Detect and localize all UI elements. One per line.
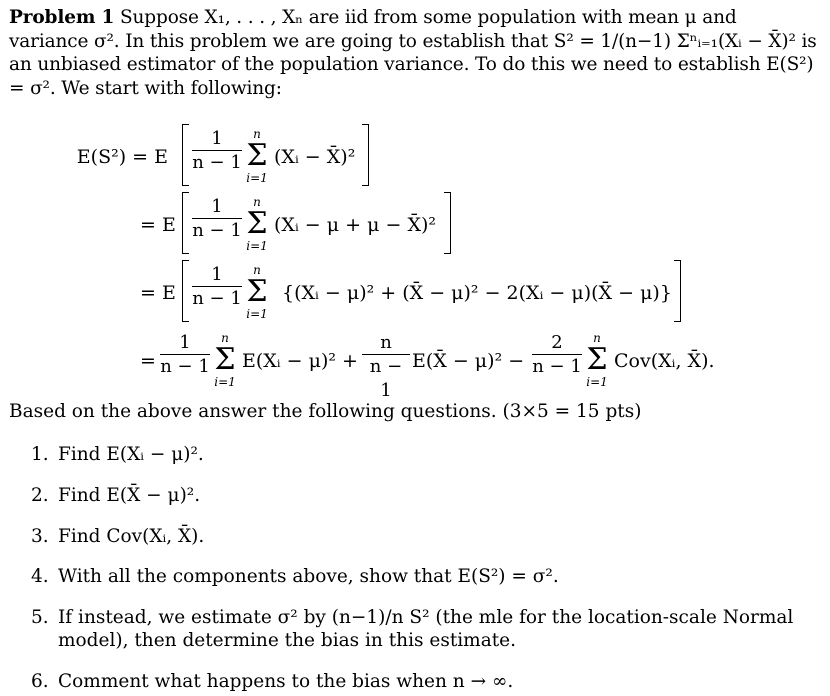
- frac-numerator: 1: [211, 128, 223, 149]
- question-number: 3.: [31, 526, 49, 547]
- derivation-line-4: [0, 331, 830, 401]
- question-text: With all the components above, show that E(S²) = σ².: [58, 566, 559, 587]
- fraction: [362, 332, 410, 401]
- question-item: [31, 525, 811, 548]
- sum-upper: n: [253, 263, 261, 277]
- sum-operator: [242, 196, 272, 252]
- sum-lower: i=1: [586, 375, 608, 389]
- derivation-line-2: [0, 196, 830, 262]
- sigma-symbol: Σ: [246, 206, 268, 241]
- summand: (Xᵢ − X̄)²: [274, 146, 356, 168]
- equals-sign: =: [140, 214, 156, 236]
- question-item: [31, 484, 811, 507]
- sigma-symbol: Σ: [586, 342, 608, 377]
- question-item: [31, 606, 811, 652]
- right-bracket: [674, 260, 681, 322]
- sum-operator: [242, 128, 272, 184]
- right-bracket: [444, 192, 451, 254]
- problem-label: Problem 1: [9, 7, 115, 28]
- sum-operator: [242, 264, 272, 320]
- sigma-symbol: Σ: [246, 138, 268, 173]
- frac-numerator: n: [380, 332, 392, 353]
- question-text: Find E(Xᵢ − μ)².: [58, 444, 204, 465]
- problem-text: Suppose X₁, . . . , Xₙ are iid from some population with mean μ and variance σ². In this problem we are going to establish that S² = 1/(n−1) Σⁿᵢ₌₁(Xᵢ − X̄)² is an unbiased estimator of the population variance. To do this we need to establish E(S²) = σ². We start with following:: [9, 7, 817, 99]
- equals-sign: =: [140, 282, 156, 304]
- sigma-symbol: Σ: [214, 342, 236, 377]
- instructions-text: Based on the above answer the following questions. (3×5 = 15 pts): [9, 401, 642, 422]
- sum-lower: i=1: [246, 307, 268, 321]
- fraction: [160, 332, 210, 377]
- question-text: Find Cov(Xᵢ, X̄).: [58, 526, 205, 547]
- sum-upper: n: [253, 195, 261, 209]
- sigma-symbol: Σ: [246, 274, 268, 309]
- sum-upper: n: [593, 331, 601, 345]
- frac-denominator: n − 1: [192, 152, 242, 173]
- term-3: Cov(Xᵢ, X̄).: [614, 350, 715, 372]
- sum-lower: i=1: [246, 239, 268, 253]
- frac-denominator: n − 1: [192, 220, 242, 241]
- question-item: [31, 565, 811, 588]
- fraction: [192, 196, 242, 241]
- left-bracket: [182, 192, 189, 254]
- sum-operator: [210, 332, 240, 388]
- sum-upper: n: [253, 127, 261, 141]
- fraction: [192, 128, 242, 173]
- left-bracket: [182, 124, 189, 186]
- sum-upper: n: [221, 331, 229, 345]
- question-item: [31, 670, 811, 693]
- question-text: If instead, we estimate σ² by (n−1)/n S² (the mle for the location-scale Normal model), then determine the bias in this estimate.: [58, 607, 794, 651]
- fraction: [192, 264, 242, 309]
- equals-sign: =: [140, 350, 156, 372]
- question-number: 6.: [31, 671, 49, 692]
- problem-intro: [9, 6, 821, 100]
- expectation-e: E: [162, 282, 176, 304]
- lhs-expression: E(S²) = E: [76, 146, 168, 168]
- sum-operator: [582, 332, 612, 388]
- question-number: 5.: [31, 607, 49, 628]
- frac-denominator: n − 1: [160, 356, 210, 377]
- question-item: [31, 443, 811, 466]
- derivation-line-1: [0, 128, 830, 194]
- question-number: 2.: [31, 485, 49, 506]
- frac-numerator: 1: [211, 264, 223, 285]
- term-2: E(X̄ − μ)² −: [412, 350, 525, 372]
- summand: (Xᵢ − μ + μ − X̄)²: [274, 214, 437, 236]
- frac-numerator: 2: [551, 332, 563, 353]
- frac-numerator: 1: [179, 332, 191, 353]
- question-number: 1.: [31, 444, 49, 465]
- fraction: [532, 332, 582, 377]
- question-number: 4.: [31, 566, 49, 587]
- term-1: E(Xᵢ − μ)² +: [242, 350, 358, 372]
- frac-denominator: n − 1: [532, 356, 582, 377]
- frac-denominator: n − 1: [369, 356, 403, 401]
- sum-lower: i=1: [214, 375, 236, 389]
- expectation-e: E: [162, 214, 176, 236]
- question-text: Find E(X̄ − μ)².: [58, 485, 201, 506]
- question-text: Comment what happens to the bias when n → ∞.: [58, 671, 514, 692]
- left-bracket: [182, 260, 189, 322]
- derivation-line-3: [0, 264, 830, 330]
- frac-numerator: 1: [211, 196, 223, 217]
- sum-lower: i=1: [246, 171, 268, 185]
- right-bracket: [362, 124, 369, 186]
- summand: {(Xᵢ − μ)² + (X̄ − μ)² − 2(Xᵢ − μ)(X̄ − μ)}: [282, 282, 672, 304]
- frac-denominator: n − 1: [192, 288, 242, 309]
